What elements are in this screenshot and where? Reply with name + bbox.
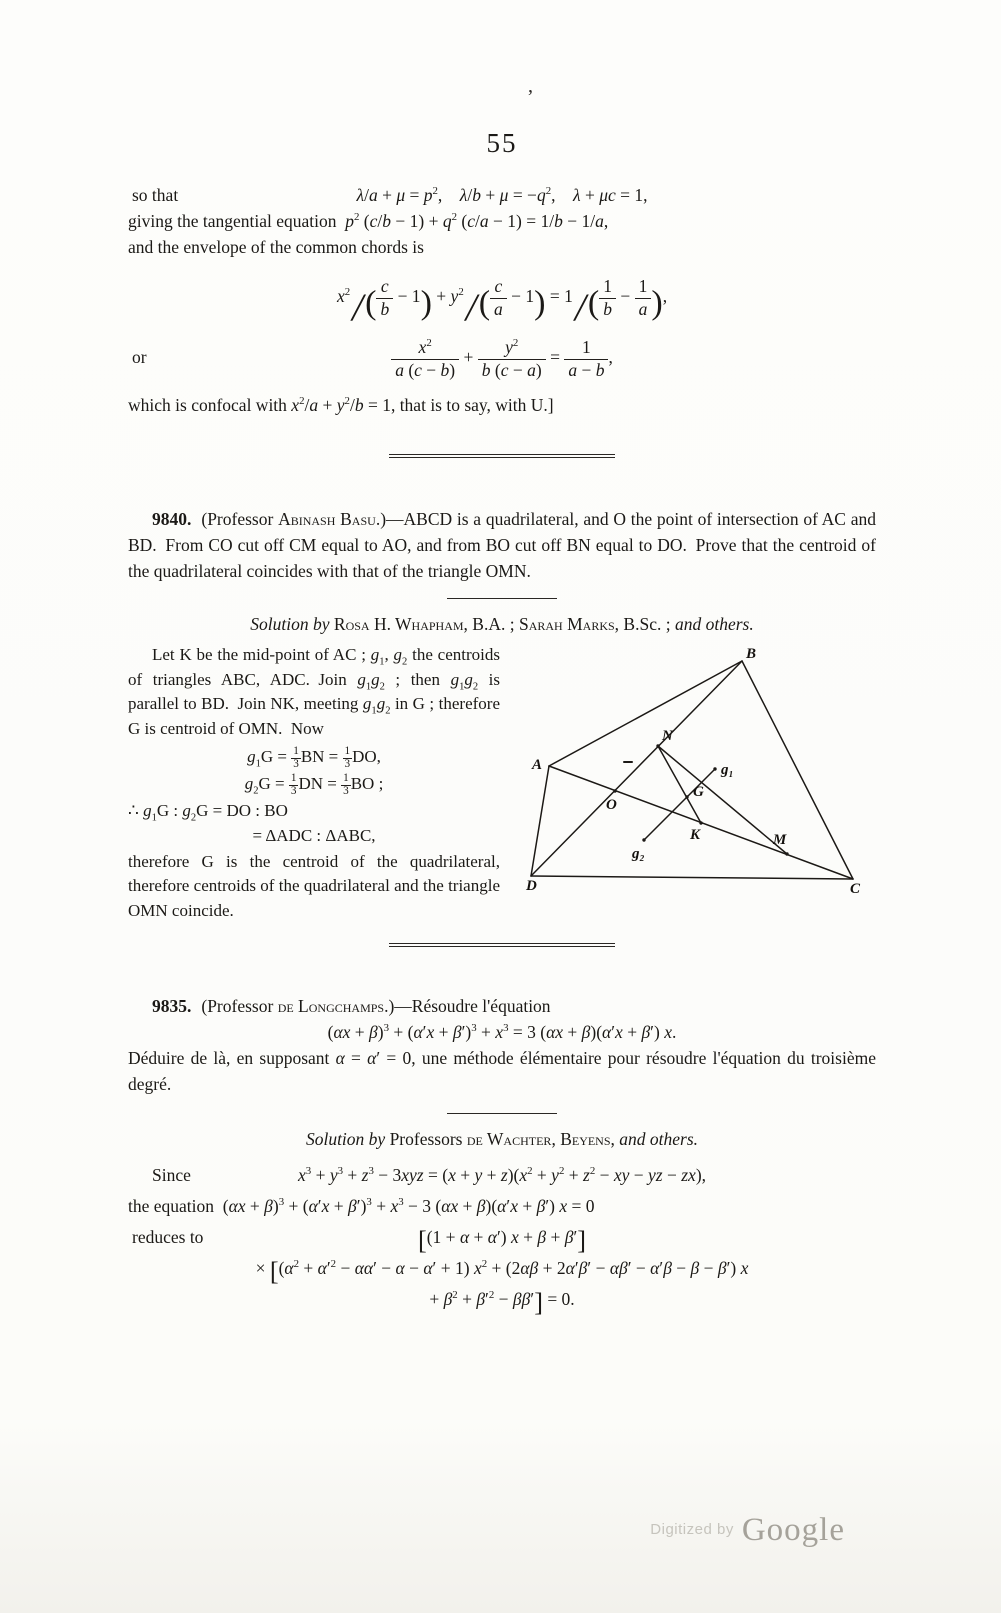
google-logo: Google xyxy=(741,1512,845,1548)
solution-9840-eq-3: ∴ $g_1G$ : $g_2G$ = DO : BO xyxy=(128,800,288,824)
label-O: O xyxy=(606,797,617,813)
solution-9840-eq-2: $g_2G$ = $\frac{1}{3}$ DN = $\frac{1}{3}$ BO ; xyxy=(244,772,384,797)
solution-separator-rule xyxy=(447,598,557,599)
solution-separator-rule-2 xyxy=(447,1113,557,1114)
so-that-label: so that xyxy=(132,185,179,205)
second-factor-continued: + $\beta^2 + \beta'^2 - \beta\beta'] = 0$. xyxy=(429,1287,575,1317)
point-M xyxy=(785,852,788,855)
label-g2: g₂ xyxy=(632,846,645,862)
label-g1: g₁ xyxy=(721,762,734,778)
point-K xyxy=(699,821,702,824)
edge-CD xyxy=(531,876,853,879)
solution-9840-body xyxy=(128,643,876,923)
since-label: Since xyxy=(152,1165,191,1186)
question-9840-text xyxy=(128,506,876,584)
section-separator-rule-2 xyxy=(389,943,615,947)
solution-9835-heading: Solution by Professors de Wachter, Beyens, and others. xyxy=(305,1129,699,1150)
point-G xyxy=(685,795,688,798)
or-label: or xyxy=(132,347,147,367)
solution-9835-body xyxy=(128,1162,876,1317)
solution-9840-eq-1: $g_1G$ = $\frac{1}{3}$ BN = $\frac{1}{3}$ DO, xyxy=(247,745,381,771)
question-9835-equation: $(\alpha x + \beta)^3 + (\alpha'x + \beta')^3 + x^3 = 3$ (αx + β)(α′x + β′) x. xyxy=(327,1022,677,1043)
figure-9840 xyxy=(520,645,876,895)
confocal-remark-line: which is confocal with $x^2/a + y^2/b = 1$, that is to say, with U.] xyxy=(128,395,554,415)
label-B: B xyxy=(746,646,757,662)
edge-AB xyxy=(549,661,742,766)
digitized-by-text: Digitized by xyxy=(650,1521,734,1538)
point-O xyxy=(613,789,616,792)
first-factor: [(1 + α + α′) x + β + β′] xyxy=(417,1225,587,1255)
envelope-line: and the envelope of the common chords is xyxy=(128,237,424,257)
reduces-label: reduces to xyxy=(132,1227,204,1248)
point-g2 xyxy=(642,838,645,841)
solution-9840-eq-4: = ΔADC : ΔABC, xyxy=(252,826,376,846)
so-that-line xyxy=(128,182,876,208)
edge-BC xyxy=(742,661,853,879)
question-number: 9835. xyxy=(152,996,192,1017)
the-equation-line: the equation $(\alpha x + \beta)^3 + (\alpha'x + \beta')^3 + x^3 - 3$ (αx + β)(α′x + β′) x = 0 xyxy=(128,1196,595,1217)
solution-9840-heading: Solution by Rosa H. Whapham, B.A. ; Sarah Marks, B.Sc. ; and others. xyxy=(250,614,754,634)
solution-9840-paragraph-2: therefore G is the centroid of the quadrilateral, therefore centroids of the quadrilateral and the triangle OMN coincide. xyxy=(128,851,500,920)
reduces-row xyxy=(128,1224,876,1255)
second-factor-line: × [$(\alpha^2 + \alpha'^2 - \alpha\alpha' - \alpha - \alpha' + 1) x^2 + (2\alpha\beta + 2\alpha'\beta' - \alpha\beta' - \alpha'\beta - \beta - \beta')$ x xyxy=(255,1256,749,1286)
question-9840 xyxy=(128,506,876,923)
question-9835-text xyxy=(128,993,876,1019)
question-number: 9840. xyxy=(152,509,192,529)
since-identity: $x^3 + y^3 + z^3 - 3xyz = (x + y + z)(x^2 + y^2 + z^2$ − xy − yz − zx), xyxy=(297,1165,707,1186)
confocal-display-equation: $\frac{x^2}{a (c - b)}$ + $\frac{y^2}{b (c - a)}$ = $\frac{1}{a - b}$ , xyxy=(391,347,613,367)
solution-9840-paragraph-1: Let K be the mid-point of AC ; $g_1$, $g_2$ the centroids of triangles ABC, ADC. Join $g_1g_2$ ; then $g_1g_2$ is parallel to BD. Join NK, meeting $g_1g_2$ in G ; therefore G is centroid of OMN. Now xyxy=(128,645,501,738)
label-N: N xyxy=(662,728,673,744)
question-body: (Professor Abinash Basu.)—ABCD is a quadrilateral, and O the point of intersection of AC and BD. From CO cut off CM equal to AO, and from BO cut off BN equal to DO. Prove that the centroid of the quadrilateral coincides with that of the triangle OMN. xyxy=(128,509,876,581)
or-row xyxy=(128,330,876,384)
label-G: G xyxy=(693,784,704,800)
label-C: C xyxy=(850,881,861,895)
section-separator-rule xyxy=(389,454,615,458)
since-row xyxy=(128,1162,876,1188)
label-A: A xyxy=(531,757,542,773)
lambda-mu-equations: $\lambda/a + \mu = p^2$, $\lambda/b + \mu = -q^2$, λ + μc = 1, xyxy=(356,185,648,205)
quadrilateral-figure xyxy=(520,645,876,895)
page-content xyxy=(128,0,876,1317)
scan-artifact-mark: ’ xyxy=(527,86,534,108)
label-M: M xyxy=(773,832,787,848)
point-g1 xyxy=(713,767,716,770)
tangential-equation-line: giving the tangential equation $p^2$ $(c/b - 1) + q^2$ (c/a − 1) = 1/b − 1/a, xyxy=(128,211,609,231)
question-9835-body-2: Déduire de là, en supposant α = α′ = 0, une méthode élémentaire pour résoudre l'équation du troisième degré. xyxy=(128,1048,876,1095)
label-K: K xyxy=(690,827,701,843)
continued-solution xyxy=(128,182,876,418)
question-9835 xyxy=(128,993,876,1317)
question-intro: (Professor de Longchamps.)—Résoudre l'équation xyxy=(201,996,551,1017)
diagonal-BD xyxy=(531,661,742,876)
digitization-watermark xyxy=(650,1512,845,1548)
point-N xyxy=(656,744,659,747)
page-number: 55 xyxy=(486,128,518,158)
label-D: D xyxy=(526,878,537,894)
envelope-display-equation: $x^2/$( $\frac{c}{b}$ − $1) + y^2/$( $\frac{c}{a}$ − 1) = 1/( $\frac{1}{b}$ − $\frac{1}{a}$ ), xyxy=(336,276,668,329)
